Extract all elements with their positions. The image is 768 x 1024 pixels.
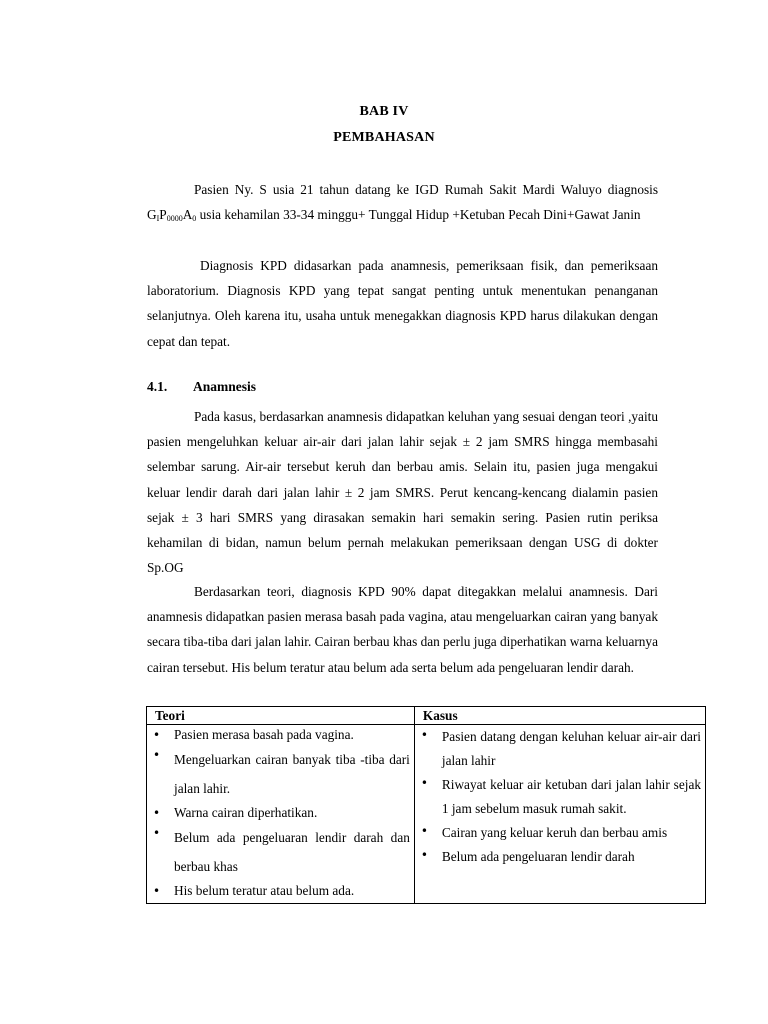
case-line-1: Pasien Ny. S usia 21 tahun datang ke IGD Rumah Sakit Mardi Waluyo [194, 182, 602, 197]
chapter-heading: BAB IV [359, 104, 409, 119]
anamnesis-paragraph-2 [147, 579, 658, 680]
anamnesis-paragraph-1 [147, 404, 658, 580]
header-teori: Teori [147, 707, 415, 725]
para-letter: P [159, 207, 167, 223]
gravida-subscript: I [156, 214, 160, 224]
table-row [147, 725, 706, 904]
section-number: 4.1. [147, 379, 168, 394]
teori-cell [147, 725, 415, 904]
diagnosis-paragraph-text: Diagnosis KPD didasarkan pada anamnesis, pemeriksaan fisik, dan pemeriksaan laboratorium. Diagnosis KPD yang tepat sangat penting untuk menentukan penanganan selanjutnya. Oleh karena itu, usaha untuk menegakkan diagnosis KPD harus dilakukan dengan cepat dan tepat. [147, 258, 658, 349]
teori-list [147, 725, 414, 903]
anamnesis-paragraph-1-text: Pada kasus, berdasarkan anamnesis didapatkan keluhan yang sesuai dengan teori ,yaitu pasien mengeluhkan keluar air-air dari jalan lahir sejak ± 2 jam SMRS hingga membasahi selembar sarung. Air-air tersebut keruh dan berbau amis. Selain itu, pasien juga mengakui keluar lendir darah dari jalan lahir ± 2 jam SMRS. Perut kencang-kencang dialamin pasien sejak ± 3 hari SMRS yang dirasakan semakin hari semakin sering. Pasien rutin periksa kehamilan di bidan, namun belum pernah melakukan pemeriksaan dengan USG di dokter Sp.OG [147, 409, 658, 576]
table-header-row [147, 707, 706, 725]
section-title: Anamnesis [193, 379, 257, 394]
para-subscript: 0000 [166, 214, 183, 224]
list-item: • Warna cairan diperhatikan. [147, 803, 410, 823]
section-heading [147, 379, 256, 395]
list-item: • Mengeluarkan cairan banyak tiba -tiba dari jalan lahir. [147, 745, 410, 803]
header-kasus: Kasus [414, 707, 705, 725]
list-item: • Pasien datang dengan keluhan keluar air-air dari jalan lahir [415, 725, 701, 773]
case-paragraph [147, 177, 658, 231]
diagnosis-paragraph [147, 253, 658, 354]
list-item: • Cairan yang keluar keruh dan berbau amis [415, 821, 701, 845]
abortus-letter: A [182, 207, 193, 223]
abortus-subscript: 0 [192, 214, 197, 224]
list-item: • Riwayat keluar air ketuban dari jalan lahir sejak 1 jam sebelum masuk rumah sakit. [415, 773, 701, 821]
list-item: • His belum teratur atau belum ada. [147, 881, 410, 901]
case-line-2-prefix: diagnosis G [147, 182, 659, 223]
kasus-list [415, 725, 705, 871]
case-line-2-suffix: usia kehamilan 33-34 minggu+ Tunggal Hidup +Ketuban Pecah Dini+Gawat Janin [196, 207, 641, 223]
comparison-table [146, 706, 706, 904]
list-item: • Pasien merasa basah pada vagina. [147, 725, 410, 745]
kasus-cell [414, 725, 705, 904]
list-item: • Belum ada pengeluaran lendir darah [415, 845, 701, 869]
chapter-title: PEMBAHASAN [333, 130, 435, 145]
anamnesis-paragraph-2-text: Berdasarkan teori, diagnosis KPD 90% dapat ditegakkan melalui anamnesis. Dari anamnesis didapatkan pasien merasa basah pada vagina, atau mengeluarkan cairan yang banyak secara tiba-tiba dari jalan lahir. Cairan berbau khas dan perlu juga diperhatikan warna keluarnya cairan tersebut. His belum teratur atau belum ada serta belum ada pengeluaran lendir darah. [147, 584, 658, 675]
list-item: • Belum ada pengeluaran lendir darah dan berbau khas [147, 823, 410, 881]
